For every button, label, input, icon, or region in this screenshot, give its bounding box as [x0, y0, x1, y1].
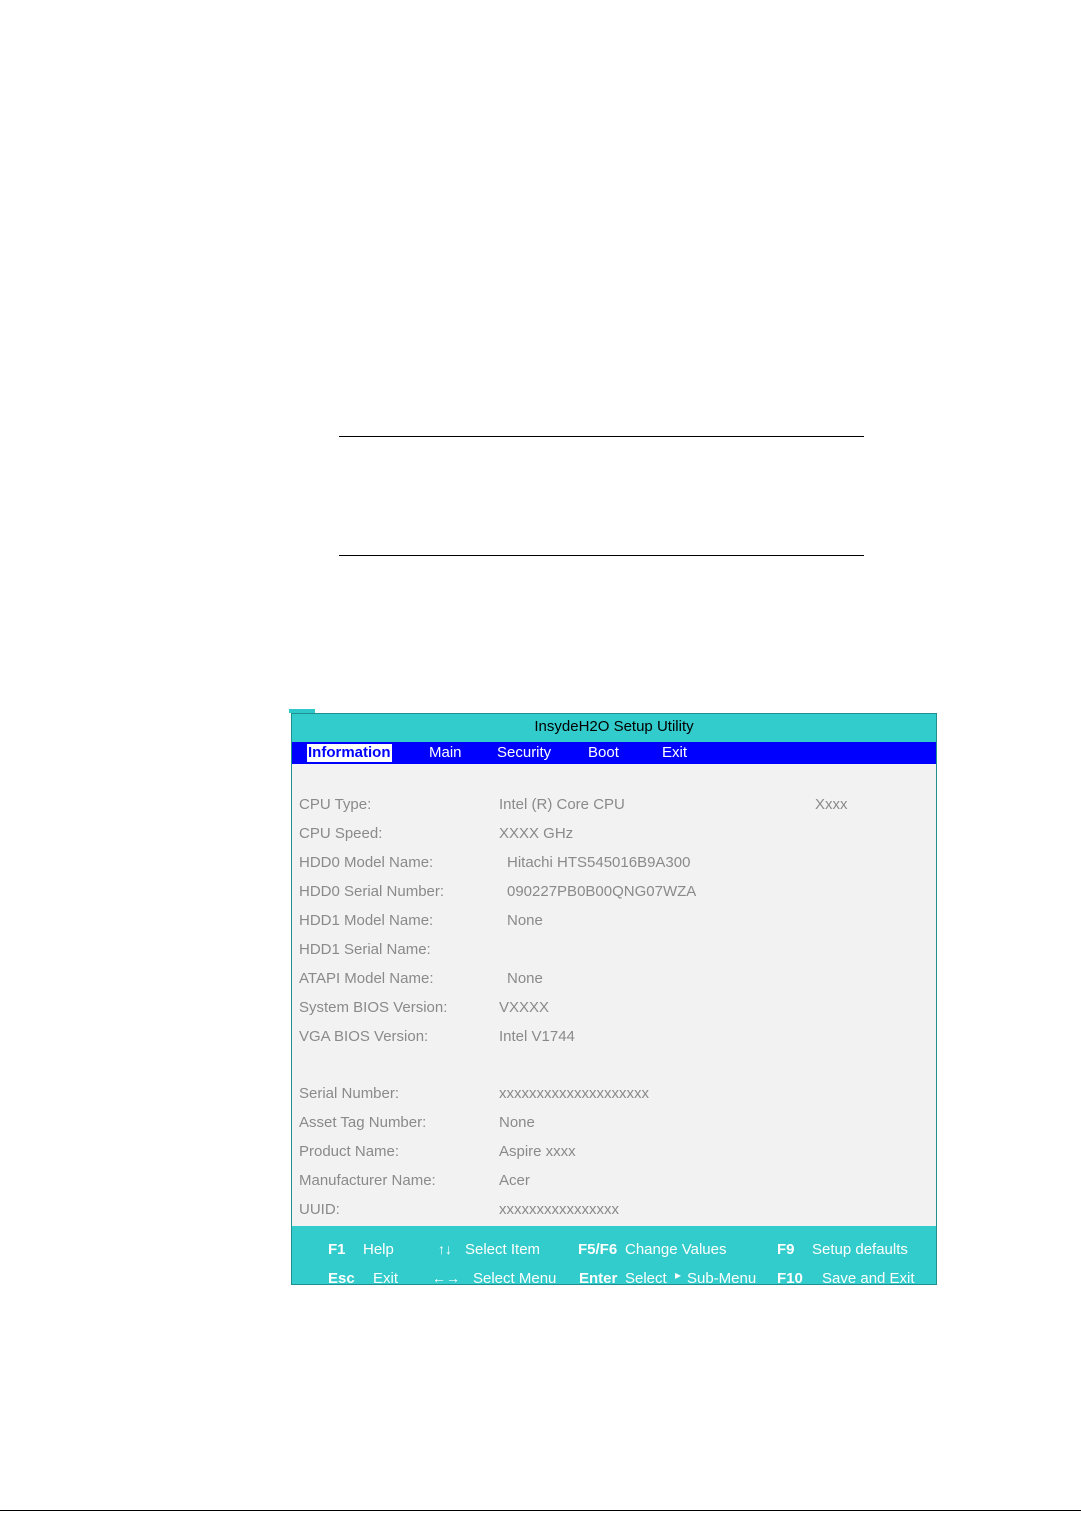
f9-key: F9	[777, 1241, 795, 1258]
left-right-arrow-icon: ←→	[432, 1270, 460, 1286]
menu-bar	[292, 742, 936, 764]
f10-key: F10	[777, 1270, 803, 1287]
info-label: ATAPI Model Name:	[299, 970, 434, 987]
footer-sub-menu-label: Sub-Menu	[687, 1270, 757, 1287]
submenu-triangle-icon: ▸	[675, 1268, 682, 1282]
top-horizontal-rule	[339, 436, 864, 437]
bottom-horizontal-rule	[339, 555, 864, 556]
footer-select-item-label: Select Item	[465, 1241, 541, 1258]
footer-f5f6	[578, 1241, 617, 1258]
menu-item-information[interactable]: Information	[308, 744, 391, 761]
info-label: HDD0 Serial Number:	[299, 883, 445, 900]
footer-f10	[777, 1270, 803, 1287]
info-label: UUID:	[299, 1201, 340, 1218]
footer-setup-defaults-label: Setup defaults	[812, 1241, 908, 1258]
info-label: HDD1 Model Name:	[299, 912, 434, 929]
footer-change-values-label: Change Values	[625, 1241, 727, 1258]
info-value: 090227PB0B00QNG07WZA	[507, 883, 697, 900]
menu-item-exit[interactable]: Exit	[662, 744, 688, 761]
info-label: CPU Speed:	[299, 825, 383, 842]
info-value: None	[507, 970, 543, 987]
menu-item-security[interactable]: Security	[497, 744, 552, 761]
enter-key: Enter	[579, 1270, 618, 1287]
info-label: Asset Tag Number:	[299, 1114, 427, 1131]
info-value: XXXX GHz	[499, 825, 574, 842]
info-label: CPU Type:	[299, 796, 372, 813]
footer-save-and-exit-label: Save and Exit	[822, 1270, 915, 1287]
f5f6-key: F5/F6	[578, 1241, 618, 1258]
page-bottom-rule	[0, 1510, 1081, 1511]
footer-exit-label: Exit	[373, 1270, 399, 1287]
info-value: Acer	[499, 1172, 530, 1189]
window-title: InsydeH2O Setup Utility	[292, 714, 936, 742]
info-value: Intel V1744	[499, 1028, 575, 1045]
esc-key: Esc	[328, 1270, 355, 1287]
info-value: None	[507, 912, 543, 929]
footer-select-label: Select	[625, 1270, 667, 1287]
info-value: xxxxxxxxxxxxxxxx	[499, 1201, 619, 1218]
info-label: VGA BIOS Version:	[299, 1028, 429, 1045]
info-label: Manufacturer Name:	[299, 1172, 436, 1189]
bios-setup-window	[291, 713, 937, 1285]
footer-enter	[579, 1270, 617, 1287]
info-extra-value: Xxxx	[815, 796, 848, 813]
info-value: Aspire xxxx	[499, 1143, 576, 1160]
info-value: xxxxxxxxxxxxxxxxxxxx	[499, 1085, 649, 1102]
info-value: VXXXX	[499, 999, 550, 1016]
menu-item-boot[interactable]: Boot	[588, 744, 619, 761]
menu-item-main[interactable]: Main	[429, 744, 462, 761]
info-label: Serial Number:	[299, 1085, 400, 1102]
footer-help-label: Help	[363, 1241, 394, 1258]
footer-f1-help	[328, 1241, 346, 1258]
info-label: System BIOS Version:	[299, 999, 448, 1016]
key-help-footer	[292, 1226, 936, 1287]
info-value: None	[499, 1114, 535, 1131]
up-down-arrow-icon: ↑↓	[438, 1241, 452, 1257]
info-label: HDD1 Serial Name:	[299, 941, 431, 958]
footer-f9	[777, 1241, 795, 1258]
f1-key: F1	[328, 1241, 346, 1258]
info-value: Hitachi HTS545016B9A300	[507, 854, 691, 871]
footer-select-menu-label: Select Menu	[473, 1270, 557, 1287]
footer-esc	[328, 1270, 355, 1287]
info-label: Product Name:	[299, 1143, 400, 1160]
info-value: Intel (R) Core CPU	[499, 796, 625, 813]
information-panel	[292, 764, 936, 1226]
info-label: HDD0 Model Name:	[299, 854, 434, 871]
